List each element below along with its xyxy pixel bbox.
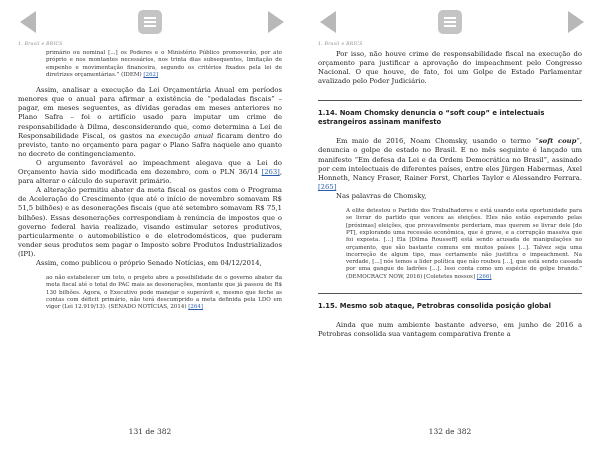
footnote-link[interactable]: [265]	[318, 182, 337, 191]
previous-page-button[interactable]	[314, 8, 342, 36]
section-heading: 1.14. Noam Chomsky denuncia o “soft coup” e intelectuais estrangeiros assinam manifesto	[318, 109, 545, 127]
paragraph: Ainda que num ambiente bastante adverso, em junho de 2016 a Petrobras consolida sua vantagem comparativa frente a	[318, 321, 582, 339]
paragraph: Por isso, não houve crime de responsabilidade fiscal na execução do orçamento para justificar a aprovação do impeachment pelo Congresso Nacional. O que houve, de fato, foi um Golpe de Estado Parlamentar avalizado pelo Poder Judiciário.	[318, 50, 582, 86]
table-of-contents-button[interactable]	[136, 8, 164, 36]
footnote-link[interactable]: [263]	[261, 168, 280, 177]
footnote-link[interactable]: [264]	[188, 304, 204, 311]
paragraph: Assim, analisar a execução da Lei Orçamentária Anual em períodos menores que o anual para afirmar a existência de “pedaladas fiscais” – pagar, em meses seguentes, as dívidas geradas em meses anteriores no Plano Safra – foi o artifício usado para imputar um crime de responsabilidade à Dilma, desconsiderando que, como determina a Lei de Responsabilidade Fiscal, os gastos na execução anual ficaram dentro do previsto, tanto no orçamento para pagar o Plano Safra naquele ano quanto no decreto de contingenciamento.	[18, 86, 282, 158]
arrow-left-icon	[320, 11, 336, 33]
block-quote: ao não estabelecer um teto, o projeto abre a possibilidade de o governo abater da meta fiscal até o total do PAC mais as desonerações, montante que já passou de R$ 130 bilhões. Agora, o Executivo pode manejar o superávit e, mesmo que feche as contas com déficit primário, não terá descumprido a meta definida pela LDO em vigor (Lei 12.919/13). (SENADO NOTÍCIAS, 2014) [264]	[46, 275, 282, 311]
footnote-link[interactable]: [262]	[143, 71, 159, 78]
arrow-left-icon	[20, 11, 36, 33]
right-page	[300, 0, 600, 450]
paragraph: Assim, como publicou o próprio Senado Notícias, em 04/12/2014,	[36, 258, 262, 267]
arrow-right-icon	[268, 11, 284, 33]
paragraph: A alteração permitiu abater da meta fiscal os gastos com o Programa de Aceleração do Crescimento (que até o início de novembro somavam R$ 51,5 bilhões) e as desonerações fiscais (que até setembro somavam R$ 75,1 bilhões). Essas desonerações correspondiam à renúncia de impostos que o governo federal havia realizado, visando estimular setores produtivos, particularmente o automobilístico e de eletrodomésticos, que puderam vender seus produtos sem pagar o Imposto sobre Produtos Industrializados (IPI).	[18, 186, 282, 258]
block-quote: primário ou nominal [...] os Poderes e o Ministério Público promoverão, por ato próprio e nos montantes necessários, nos trinta dias subsequentes, limitação de empenho e movimentação financeira, segundo os critérios fixados pela lei de diretrizes orçamentárias.” (IDEM) [262]	[46, 50, 282, 78]
section-heading: 1.15. Mesmo sob ataque, Petrobras consolida posição global	[318, 302, 551, 310]
block-quote: A elite detestou o Partido dos Trabalhadores e está usando esta oportunidade para se livrar do partido que venceu as eleições. Eles não estão esperando pelas [próximas] eleições, que provavelmente perderiam, mas querem se livrar dele [do PT], explorando uma recessão econômica, que é grave, e a corrupção massiva que foi exposta. [...] Ela [Dilma Rousseff] está sendo acusada de manipulações no orçamento, que são bastante comuns em muitos países [...]. Talvez seja uma incorreção de algum tipo, mas certamente não justifica o impeachment. Na verdade, [...] nós temos a líder política que não roubou [...], que está sendo cassada por uma gangue de ladrões [...]. Isso conta como um espécie de golpe brando.” (DEMOCRACY NOW, 2016) [Coletetes nossos] [266]	[346, 208, 582, 280]
running-header: 1. Brasil e BRICS	[18, 42, 63, 47]
next-page-button[interactable]	[262, 8, 290, 36]
footnote-link[interactable]: [266]	[476, 273, 492, 280]
previous-page-button[interactable]	[14, 8, 42, 36]
running-header: 1. Brasil e BRICS	[318, 42, 363, 47]
menu-list-icon	[438, 10, 462, 34]
next-page-button[interactable]	[562, 8, 590, 36]
left-page-content	[18, 50, 282, 312]
table-of-contents-button[interactable]	[436, 8, 464, 36]
paragraph: O argumento favorável ao impeachment alegava que a Lei do Orçamento havia sido modificada em dezembro, com o PLN 36/14 [263], para alterar o cálculo do superavit primário.	[18, 158, 282, 186]
arrow-right-icon	[568, 11, 584, 33]
right-page-content	[318, 50, 582, 339]
page-number: 132 de 382	[428, 427, 472, 436]
left-nav-bar	[0, 8, 300, 38]
right-nav-bar	[300, 8, 600, 38]
paragraph: Em maio de 2016, Noam Chomsky, usando o termo “soft coup”, denuncia o golpe de estado no Brasil. E no mês seguinte é lançado um manifesto “Em defesa da Lei e da Ordem Democrática no Brasil”, assinado por cem intelectuais de diferentes países, entre eles Jürgen Habermas, Axel Honneth, Nancy Fraser, Rainer Forst, Charles Taylor e Alessandro Ferrara. [265]	[318, 137, 582, 191]
page-number: 131 de 382	[128, 427, 172, 436]
paragraph: Nas palavras de Chomsky,	[336, 191, 427, 200]
menu-list-icon	[138, 10, 162, 34]
